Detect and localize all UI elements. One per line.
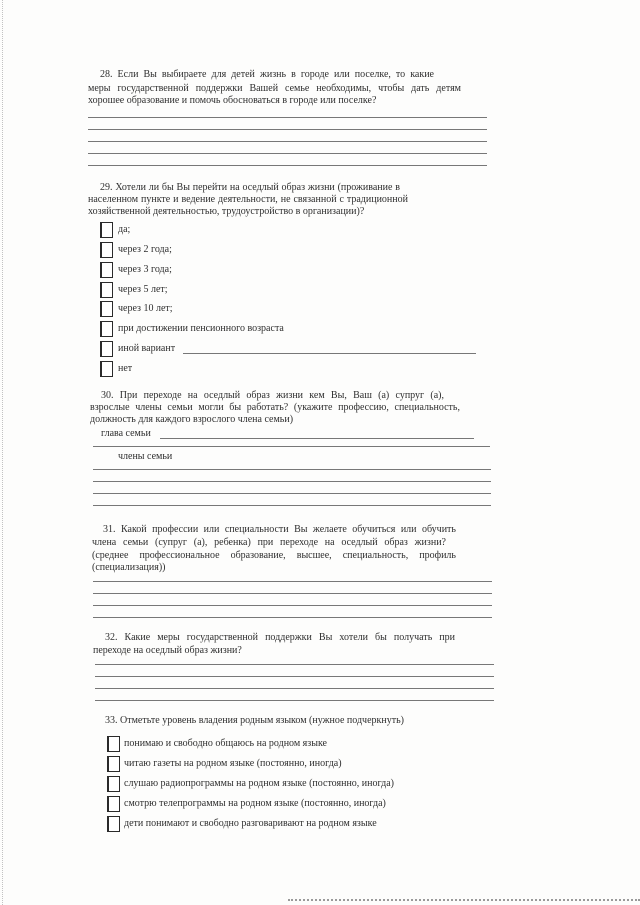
scan-edge-bottom [288,899,640,901]
option-label: смотрю телепрограммы на родном языке (постоянно, иногда) [124,798,386,809]
option-label: через 5 лет; [118,284,168,295]
question-text-line: члена семьи (супруг (а), ребенка) при переходе на оседлый образ жизни? [92,537,446,548]
question-text-line: взрослые члены семьи могли бы работать? (укажите профессию, специальность, [90,402,460,413]
option-label: дети понимают и свободно разговаривают на родном языке [124,818,377,829]
checkbox-retirement-age[interactable] [100,321,113,337]
option-label: нет [118,363,133,374]
question-text-line: (специализация)) [92,562,166,573]
checkbox-understand-and-speak[interactable] [107,736,120,752]
answer-line[interactable] [95,664,494,665]
answer-line[interactable] [95,676,494,677]
question-text-line: 29. Хотели ли бы Вы перейти на оседлый образ жизни (проживание в [100,182,400,193]
answer-line[interactable] [93,481,491,482]
option-label: через 10 лет; [118,303,173,314]
answer-line[interactable] [93,446,490,447]
answer-line[interactable] [93,581,492,582]
answer-line[interactable] [93,493,491,494]
checkbox-5-years[interactable] [100,282,113,298]
scan-edge-left [2,0,3,905]
question-text-line: переходе на оседлый образ жизни? [93,645,242,656]
checkbox-listen-radio[interactable] [107,776,120,792]
head-of-family-label: глава семьи [101,428,151,439]
question-text-line: должность для каждого взрослого члена семьи) [90,414,294,425]
family-members-label: члены семьи [118,451,173,462]
answer-line[interactable] [95,688,494,689]
checkbox-yes[interactable] [100,222,113,238]
option-label: да; [118,224,131,235]
option-label: читаю газеты на родном языке (постоянно, иногда) [124,758,342,769]
checkbox-3-years[interactable] [100,262,113,278]
question-text-line: 33. Отметьте уровень владения родным языком (нужное подчеркнуть) [105,715,404,726]
question-text-line: (среднее профессиональное образование, высшее, специальность, профиль [92,550,456,561]
question-text-line: меры государственной поддержки Вашей семье необходимы, чтобы дать детям [88,83,461,94]
checkbox-no[interactable] [100,361,113,377]
answer-line[interactable] [88,141,487,142]
option-label: понимаю и свободно общаюсь на родном языке [124,738,327,749]
checkbox-children-speak[interactable] [107,816,120,832]
answer-line[interactable] [93,469,491,470]
question-text-line: 32. Какие меры государственной поддержки Вы хотели бы получать при [105,632,455,643]
checkbox-other[interactable] [100,341,113,357]
option-label: иной вариант [118,343,176,354]
answer-line[interactable] [88,165,487,166]
answer-line[interactable] [93,617,492,618]
question-text-line: хозяйственной деятельностью, трудоустройство в организации)? [88,206,365,217]
head-of-family-input-line[interactable] [160,438,474,439]
checkbox-read-newspapers[interactable] [107,756,120,772]
checkbox-watch-tv[interactable] [107,796,120,812]
question-text-line: хорошее образование и помочь обосноваться в городе или поселке? [88,95,377,106]
checkbox-2-years[interactable] [100,242,113,258]
answer-line[interactable] [88,117,487,118]
other-variant-input-line[interactable] [183,353,476,354]
answer-line[interactable] [93,505,491,506]
question-text-line: населенном пункте и ведение деятельности, не связанной с традиционной [88,194,408,205]
question-text-line: 30. При переходе на оседлый образ жизни кем Вы, Ваш (а) супруг (а), [101,390,444,401]
checkbox-10-years[interactable] [100,301,113,317]
answer-line[interactable] [93,593,492,594]
option-label: при достижении пенсионного возраста [118,323,284,334]
question-text-line: 28. Если Вы выбираете для детей жизнь в городе или поселке, то какие [100,69,434,80]
answer-line[interactable] [95,700,494,701]
option-label: через 3 года; [118,264,172,275]
option-label: слушаю радиопрограммы на родном языке (постоянно, иногда) [124,778,394,789]
answer-line[interactable] [88,129,487,130]
question-text-line: 31. Какой профессии или специальности Вы желаете обучиться или обучить [103,524,456,535]
answer-line[interactable] [88,153,487,154]
answer-line[interactable] [93,605,492,606]
option-label: через 2 года; [118,244,172,255]
